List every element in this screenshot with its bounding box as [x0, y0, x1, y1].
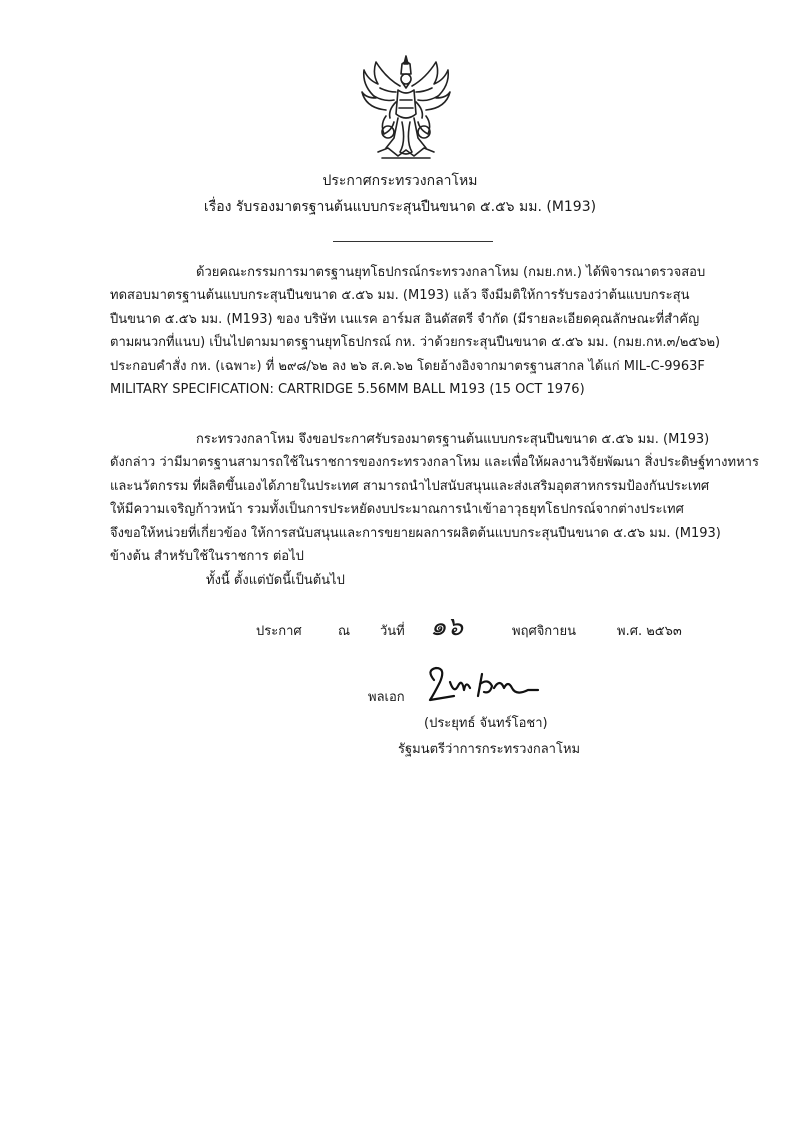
- paragraph-2: [110, 428, 776, 568]
- signatory-rank: พลเอก: [368, 690, 405, 705]
- paragraph-2-line: จึงขอให้หน่วยที่เกี่ยวข้อง ให้การสนับสนุนและการขยายผลการผลิตต้นแบบกระสุนปืนขนาด ๕.๕๖ มม. (M193): [110, 525, 721, 541]
- paragraph-1-line: ทดสอบมาตรฐานต้นแบบกระสุนปืนขนาด ๕.๕๖ มม. (M193) แล้ว จึงมีมติให้การรับรองว่าต้นแบบกระสุน: [110, 288, 690, 304]
- signatory-name: (ประยุทธ์ จันทร์โอชา): [424, 716, 548, 731]
- paragraph-1: [110, 261, 776, 401]
- dateline-label: ประกาศ: [256, 624, 302, 639]
- paragraph-2-line: ให้มีความเจริญก้าวหน้า รวมทั้งเป็นการประหยัดงบประมาณการนำเข้าอาวุธยุทโธปกรณ์จากต่างประเทศ: [110, 502, 684, 518]
- paragraph-2-line: กระทรวงกลาโหม จึงขอประกาศรับรองมาตรฐานต้นแบบกระสุนปืนขนาด ๕.๕๖ มม. (M193): [196, 432, 710, 447]
- dateline-at: ณ: [338, 624, 351, 639]
- dateline-day-handwritten: ๑๖: [430, 612, 464, 642]
- paragraph-1-line: ประกอบคำสั่ง กห. (เฉพาะ) ที่ ๒๙๘/๖๒ ลง ๒๖ ส.ค.๖๒ โดยอ้างอิงจากมาตรฐานสากล ได้แก่ MIL-C-9963F: [110, 358, 705, 374]
- handwritten-signature-icon: [420, 660, 550, 710]
- dateline-year: พ.ศ. ๒๕๖๓: [617, 624, 682, 639]
- header-divider: [333, 241, 493, 242]
- document-subject: เรื่อง รับรองมาตรฐานต้นแบบกระสุนปืนขนาด ๕.๕๖ มม. (M193): [203, 199, 597, 215]
- paragraph-2-line: ข้างต้น สำหรับใช้ในราชการ ต่อไป: [110, 549, 304, 565]
- signatory-position: รัฐมนตรีว่าการกระทรวงกลาโหม: [398, 742, 581, 757]
- document-title: ประกาศกระทรวงกลาโหม: [322, 173, 478, 189]
- paragraph-1-line: ด้วยคณะกรรมการมาตรฐานยุทโธปกรณ์กระทรวงกลาโหม (กมย.กห.) ได้พิจารณาตรวจสอบ: [196, 265, 706, 280]
- dateline-day-label: วันที่: [380, 624, 405, 639]
- garuda-emblem-icon: [358, 52, 454, 164]
- paragraph-1-line: MILITARY SPECIFICATION: CARTRIDGE 5.56MM BALL M193 (15 OCT 1976): [110, 382, 585, 398]
- paragraph-3: ทั้งนี้ ตั้งแต่บัดนี้เป็นต้นไป: [206, 573, 345, 588]
- paragraph-2-line: และนวัตกรรม ที่ผลิตขึ้นเองได้ภายในประเทศ สามารถนำไปสนับสนุนและส่งเสริมอุตสาหกรรมป้องกันประเทศ: [110, 478, 710, 494]
- dateline-month: พฤศจิกายน: [512, 624, 576, 639]
- paragraph-1-line: ตามผนวกที่แนบ) เป็นไปตามมาตรฐานยุทโธปกรณ์ กห. ว่าด้วยกระสุนปืนขนาด ๕.๕๖ มม. (กมย.กห.๓/๒๕๖๒): [110, 335, 721, 351]
- paragraph-2-line: ดังกล่าว ว่ามีมาตรฐานสามารถใช้ในราชการของกระทรวงกลาโหม และเพื่อให้ผลงานวิจัยพัฒนา สิ่งประดิษฐ์ทางทหาร: [110, 455, 759, 471]
- paragraph-1-line: ปืนขนาด ๕.๕๖ มม. (M193) ของ บริษัท เนแรค อาร์มส อินดัสตรี จำกัด (มีรายละเอียดคุณลักษณะที่สำคัญ: [110, 311, 700, 327]
